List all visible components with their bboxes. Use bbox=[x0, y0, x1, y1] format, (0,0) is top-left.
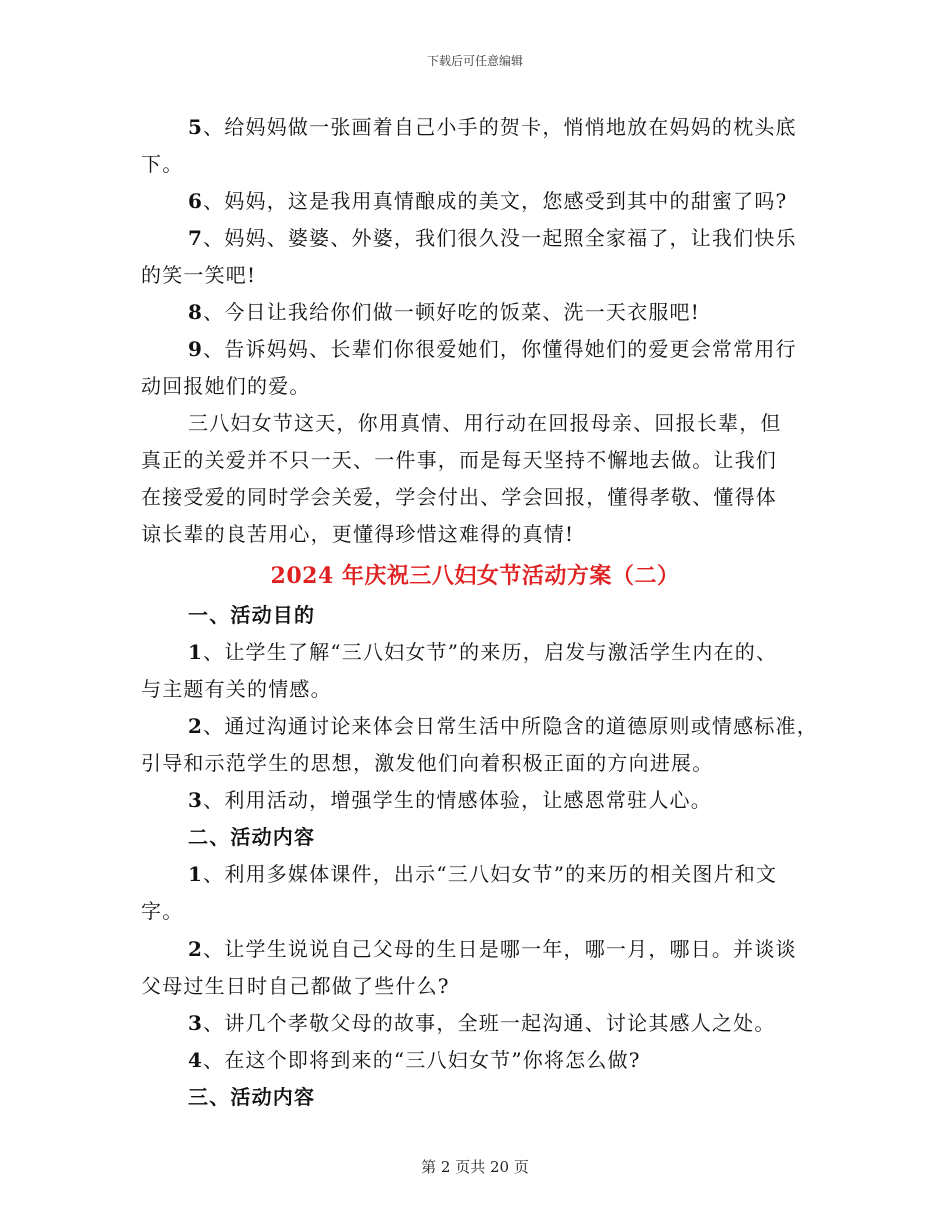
paragraph-line: 真正的关爱并不只一天、一件事，而是每天坚持不懈地去做。让我们 bbox=[141, 448, 777, 472]
list-item-5 bbox=[188, 115, 797, 139]
list-item-4 bbox=[188, 1048, 641, 1072]
list-item-7-cont: 的笑一笑吧! bbox=[141, 263, 257, 287]
item-number: 3 bbox=[188, 788, 204, 812]
item-text: 、让学生了解“三八妇女节”的来历，启发与激活学生内在的、 bbox=[203, 640, 778, 664]
item-number: 5 bbox=[188, 115, 204, 139]
item-number: 3 bbox=[188, 1011, 204, 1035]
item-number: 2 bbox=[188, 714, 204, 738]
list-item-3 bbox=[188, 788, 712, 812]
list-item-1 bbox=[188, 862, 777, 886]
list-item-6 bbox=[188, 189, 787, 213]
item-number: 6 bbox=[188, 189, 204, 213]
list-item-5-cont: 下。 bbox=[141, 152, 184, 176]
section-heading: 二、活动内容 bbox=[188, 825, 316, 849]
item-text: 、通过沟通讨论来体会日常生活中所隐含的道德原则或情感标准， bbox=[203, 714, 818, 738]
item-number: 9 bbox=[188, 337, 204, 361]
item-number: 1 bbox=[188, 640, 204, 664]
list-item-2-cont: 引导和示范学生的思想，激发他们向着积极正面的方向进展。 bbox=[141, 751, 714, 775]
item-text: 、告诉妈妈、长辈们你很爱她们，你懂得她们的爱更会常常用行 bbox=[203, 337, 797, 361]
item-number: 1 bbox=[188, 862, 204, 886]
section-heading: 一、活动目的 bbox=[188, 603, 316, 627]
list-item-9-cont: 动回报她们的爱。 bbox=[141, 374, 311, 398]
section-title: 2024 年庆祝三八妇女节活动方案（二） bbox=[270, 563, 680, 589]
item-text: 、今日让我给你们做一顿好吃的饭菜、洗一天衣服吧! bbox=[203, 300, 700, 324]
list-item-2 bbox=[188, 714, 818, 738]
paragraph-line: 三八妇女节这天，你用真情、用行动在回报母亲、回报长辈，但 bbox=[188, 411, 782, 435]
page-footer: 第 2 页共 20 页 bbox=[421, 1158, 529, 1176]
item-number: 8 bbox=[188, 300, 204, 324]
list-item-1 bbox=[188, 640, 777, 664]
list-item-2-cont: 父母过生日时自己都做了些什么? bbox=[141, 974, 450, 998]
item-text: 、妈妈，这是我用真情酿成的美文，您感受到其中的甜蜜了吗? bbox=[203, 189, 788, 213]
item-text: 、让学生说说自己父母的生日是哪一年，哪一月，哪日。并谈谈 bbox=[203, 937, 797, 961]
item-text: 、妈妈、婆婆、外婆，我们很久没一起照全家福了，让我们快乐 bbox=[203, 226, 797, 250]
page-header: 下载后可任意编辑 bbox=[426, 54, 523, 68]
list-item-1-cont: 字。 bbox=[141, 899, 184, 923]
list-item-9 bbox=[188, 337, 797, 361]
list-item-1-cont: 与主题有关的情感。 bbox=[141, 677, 332, 701]
paragraph-line: 在接受爱的同时学会关爱，学会付出、学会回报，懂得孝敬、懂得体 bbox=[141, 485, 777, 509]
item-number: 4 bbox=[188, 1048, 204, 1072]
item-text: 、给妈妈做一张画着自己小手的贺卡，悄悄地放在妈妈的枕头底 bbox=[203, 115, 797, 139]
section-heading: 三、活动内容 bbox=[188, 1085, 316, 1109]
item-text: 、在这个即将到来的“三八妇女节”你将怎么做? bbox=[203, 1048, 641, 1072]
item-text: 、利用多媒体课件，出示“三八妇女节”的来历的相关图片和文 bbox=[203, 862, 778, 886]
list-item-2 bbox=[188, 937, 797, 961]
list-item-3 bbox=[188, 1011, 776, 1035]
item-number: 2 bbox=[188, 937, 204, 961]
list-item-8 bbox=[188, 300, 700, 324]
list-item-7 bbox=[188, 226, 797, 250]
paragraph-line: 谅长辈的良苦用心，更懂得珍惜这难得的真情! bbox=[141, 522, 575, 546]
item-text: 、讲几个孝敬父母的故事，全班一起沟通、讨论其感人之处。 bbox=[203, 1011, 776, 1035]
item-text: 、利用活动，增强学生的情感体验，让感恩常驻人心。 bbox=[203, 788, 712, 812]
item-number: 7 bbox=[188, 226, 204, 250]
